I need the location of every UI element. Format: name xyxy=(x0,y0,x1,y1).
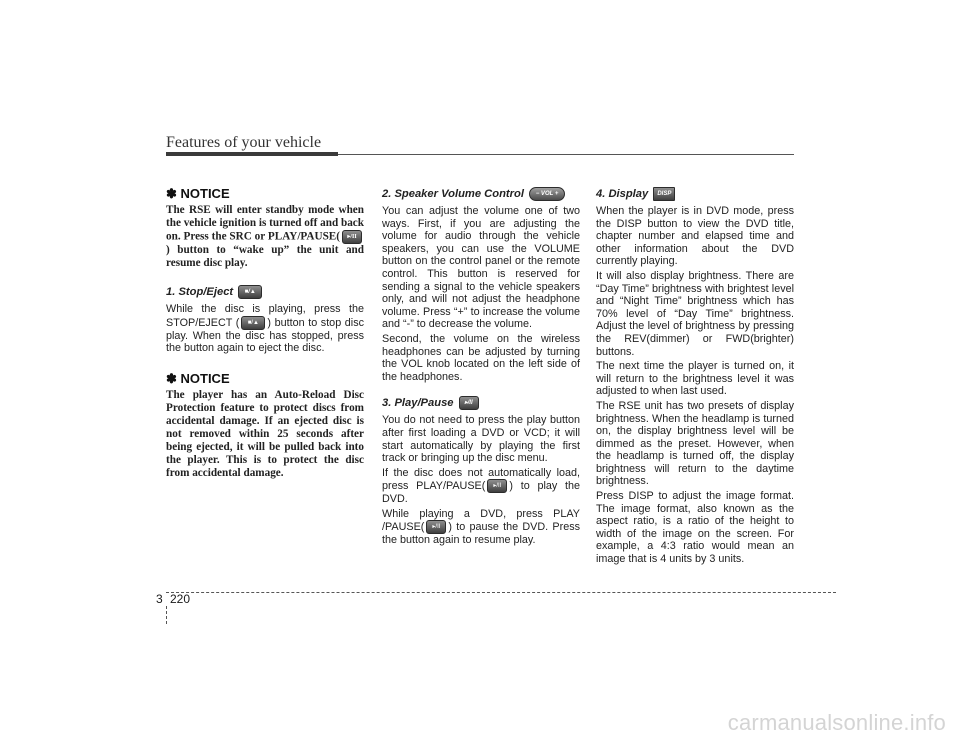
play-pause-button-icon: ▸/II xyxy=(487,479,507,493)
disp-button-icon: DISP xyxy=(653,187,675,201)
play-paragraph-1: You do not need to press the play button after first loading a DVD or VCD; it will start automatically by playing the first track or bringing up the disc menu. xyxy=(382,414,580,465)
display-paragraph-4: The RSE unit has two presets of display brightness. When the headlamp is turned on, the display brightness level will be dimmed as the preset. However, when the headlamp is turned off, the display brightness will return to the daytime brightness. xyxy=(596,399,794,488)
speaker-paragraph-2: Second, the volume on the wireless headphones can be adjusted by turning the VOL knob located on the left side of the headphones. xyxy=(382,332,580,383)
page-header-title: Features of your vehicle xyxy=(166,134,322,151)
volume-button-icon: − VOL + xyxy=(529,187,565,201)
display-paragraph-5: Press DISP to adjust the image format. The image format, also known as the aspect ratio, is a ratio of the height to width of the image on the screen. For example, a 4:3 ratio would mean an image that is 4 units by 3 units. xyxy=(596,490,794,566)
site-watermark: carmanualsonline.info xyxy=(727,710,946,735)
column-middle xyxy=(382,186,580,549)
display-paragraph-3: The next time the player is turned on, it will return to the brightness level it was adjusted to when last used. xyxy=(596,360,794,398)
section-heading-play-pause: 3. Play/Pause ▸/II xyxy=(382,395,580,411)
notice-standby-text: The RSE will enter standby mode when the vehicle ignition is turned off and back on. Press the SRC or PLAY/PAUSE( ▸/II) button to “wake up” the unit and resume disc play. xyxy=(166,204,364,269)
header-rule-thin xyxy=(338,154,794,155)
page-number: 220 xyxy=(170,592,191,606)
display-paragraph-2: It will also display brightness. There are “Day Time” brightness with brightest level and “Night Time” brightness which has 70% level of “Day Time” brightness. Adjust the level of brightness by pressing the REV(dimmer) or FWD(brighter) buttons. xyxy=(596,269,794,358)
notice-auto-reload-text: The player has an Auto-Reload Disc Protection feature to protect discs from accidental damage. If an ejected disc is not removed within 25 seconds after being ejected, it will be pulled back into the player. This is to protect the disc from accidental damage. xyxy=(166,388,364,479)
stop-eject-paragraph: While the disc is playing, press the STOP/EJECT ( ■/▲ ) button to stop disc play. When the disc has stopped, press the button again to eject the disc. xyxy=(166,303,364,355)
speaker-paragraph-1: You can adjust the volume one of two ways. First, if you are adjusting the volume for audio through the vehicle speakers, you can use the VOLUME button on the control panel or the remote control. This button is reserved for sending a signal to the vehicle speakers only, and will not adjust the headphone volume. Press “+” to increase the volume and “-” to decrease the volume. xyxy=(382,205,580,331)
section-heading-display: 4. Display DISP xyxy=(596,186,794,202)
notice-title: ✽ NOTICE xyxy=(166,186,230,201)
play-paragraph-2: If the disc does not automatically load, press PLAY/PAUSE( ▸/II ) to play the DVD. xyxy=(382,466,581,506)
column-left xyxy=(166,186,364,480)
footer-rule xyxy=(166,592,836,593)
display-paragraph-1: When the player is in DVD mode, press the DISP button to view the DVD title, chapter number and elapsed time and other information about the DVD currently playing. xyxy=(596,205,794,268)
section-heading-speaker-volume: 2. Speaker Volume Control − VOL + xyxy=(382,186,580,202)
play-pause-button-icon: ▸/II xyxy=(426,520,446,534)
play-pause-button-icon: ▸/II xyxy=(459,396,479,410)
stop-eject-button-icon: ■/▲ xyxy=(241,316,265,330)
footer-vertical-rule xyxy=(166,606,167,624)
stop-eject-button-icon: ■/▲ xyxy=(238,285,262,299)
column-right xyxy=(596,186,794,568)
play-pause-button-icon: ▸/II xyxy=(342,230,362,244)
play-paragraph-3: While playing a DVD, press PLAY /PAUSE( ▸/II ) to pause the DVD. Press the button again to resume play. xyxy=(382,507,580,547)
section-heading-stop-eject: 1. Stop/Eject ■/▲ xyxy=(166,284,364,300)
header-rule-thick xyxy=(166,152,338,156)
notice-title: ✽ NOTICE xyxy=(166,370,230,386)
chapter-number: 3 xyxy=(156,592,163,606)
